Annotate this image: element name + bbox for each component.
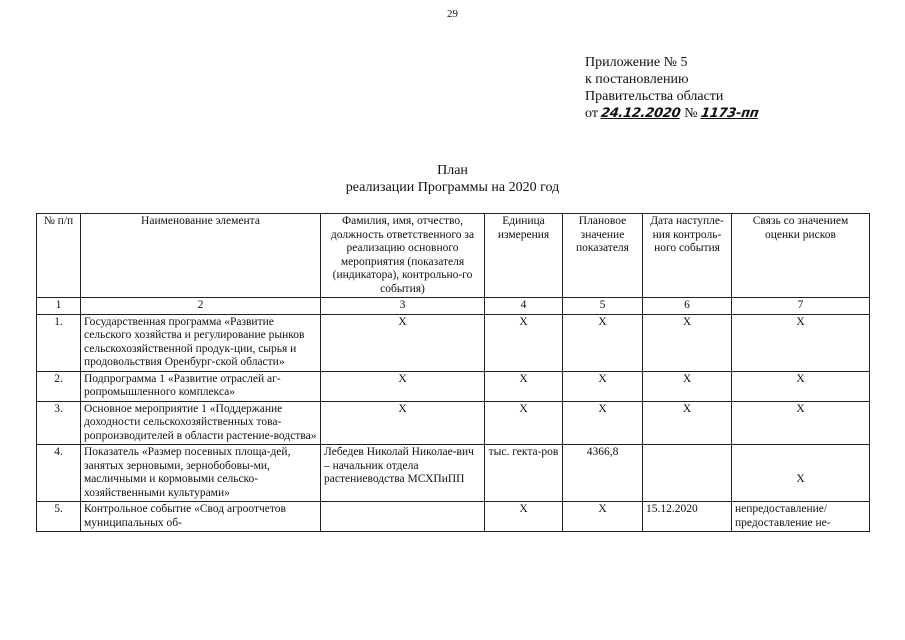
row-responsible: X <box>321 401 485 445</box>
header-name: Наименование элемента <box>81 214 321 298</box>
appendix-resolution: к постановлению <box>585 72 689 87</box>
row-name: Основное мероприятие 1 «Поддержание доходности сельскохозяйственных това-ропроизводителей в области растение-водства» <box>81 401 321 445</box>
col-number: 6 <box>643 298 732 315</box>
title-line-1: План <box>437 163 468 178</box>
row-plan: X <box>563 314 643 371</box>
col-number: 7 <box>732 298 870 315</box>
row-date: X <box>643 401 732 445</box>
header-unit: Единица измерения <box>485 214 563 298</box>
col-number: 5 <box>563 298 643 315</box>
row-num: 5. <box>37 502 81 532</box>
appendix-title: Приложение № 5 <box>585 55 688 70</box>
row-responsible: Лебедев Николай Николае-вич – начальник отдела растениеводства МСХПиПП <box>321 445 485 502</box>
row-name: Государственная программа «Развитие сельского хозяйства и регулирование рынков сельскохозяйственной продук-ции, сырья и продовольствия Оренбург-ской области» <box>81 314 321 371</box>
header-date: Дата наступле-ния контроль-ного события <box>643 214 732 298</box>
col-number: 3 <box>321 298 485 315</box>
row-plan: X <box>563 502 643 532</box>
row-plan: X <box>563 401 643 445</box>
plan-table <box>36 213 870 532</box>
row-risk: X <box>732 371 870 401</box>
table-header-row <box>37 214 870 298</box>
column-number-row <box>37 298 870 315</box>
col-number: 1 <box>37 298 81 315</box>
table-row <box>37 371 870 401</box>
row-unit: X <box>485 502 563 532</box>
document-title <box>0 162 905 196</box>
table-row <box>37 314 870 371</box>
handwritten-date: 24.12.2020 <box>600 106 682 121</box>
row-plan: 4366,8 <box>563 445 643 502</box>
header-plan: Плановое значение показателя <box>563 214 643 298</box>
row-name: Показатель «Размер посевных площа-дей, занятых зерновыми, зернобобовы-ми, масличными и кормовыми сельско-хозяйственными культурами» <box>81 445 321 502</box>
row-risk: непредоставление/ предоставление не- <box>732 502 870 532</box>
row-responsible: X <box>321 314 485 371</box>
row-risk: X <box>732 314 870 371</box>
appendix-government: Правительства области <box>585 89 724 104</box>
col-number: 2 <box>81 298 321 315</box>
row-num: 4. <box>37 445 81 502</box>
appendix-date-line <box>585 105 759 122</box>
row-risk: X <box>732 401 870 445</box>
table-row <box>37 445 870 502</box>
row-plan: X <box>563 371 643 401</box>
row-responsible <box>321 502 485 532</box>
row-unit: X <box>485 371 563 401</box>
row-date: 15.12.2020 <box>643 502 732 532</box>
row-num: 1. <box>37 314 81 371</box>
row-risk: X <box>732 445 870 502</box>
title-line-2: реализации Программы на 2020 год <box>345 180 560 195</box>
row-num: 2. <box>37 371 81 401</box>
header-risk: Связь со значением оценки рисков <box>732 214 870 298</box>
row-unit: тыс. гекта-ров <box>485 445 563 502</box>
row-date <box>643 445 732 502</box>
number-sign: № <box>684 106 698 121</box>
date-prefix: от <box>585 106 598 121</box>
row-responsible: X <box>321 371 485 401</box>
table-row <box>37 502 870 532</box>
row-date: X <box>643 314 732 371</box>
row-num: 3. <box>37 401 81 445</box>
row-unit: X <box>485 314 563 371</box>
header-num: № п/п <box>37 214 81 298</box>
row-name: Подпрограмма 1 «Развитие отраслей аг-ропромышленного комплекса» <box>81 371 321 401</box>
col-number: 4 <box>485 298 563 315</box>
header-responsible: Фамилия, имя, отчество, должность ответственного за реализацию основного мероприятия (показателя (индикатора), контрольно-го события) <box>321 214 485 298</box>
row-date: X <box>643 371 732 401</box>
handwritten-number: 1173-пп <box>699 106 760 121</box>
table-row <box>37 401 870 445</box>
row-unit: X <box>485 401 563 445</box>
page-number: 29 <box>447 8 458 20</box>
row-name: Контрольное событие «Свод агроотчетов муниципальных об- <box>81 502 321 532</box>
appendix-block <box>585 54 759 122</box>
